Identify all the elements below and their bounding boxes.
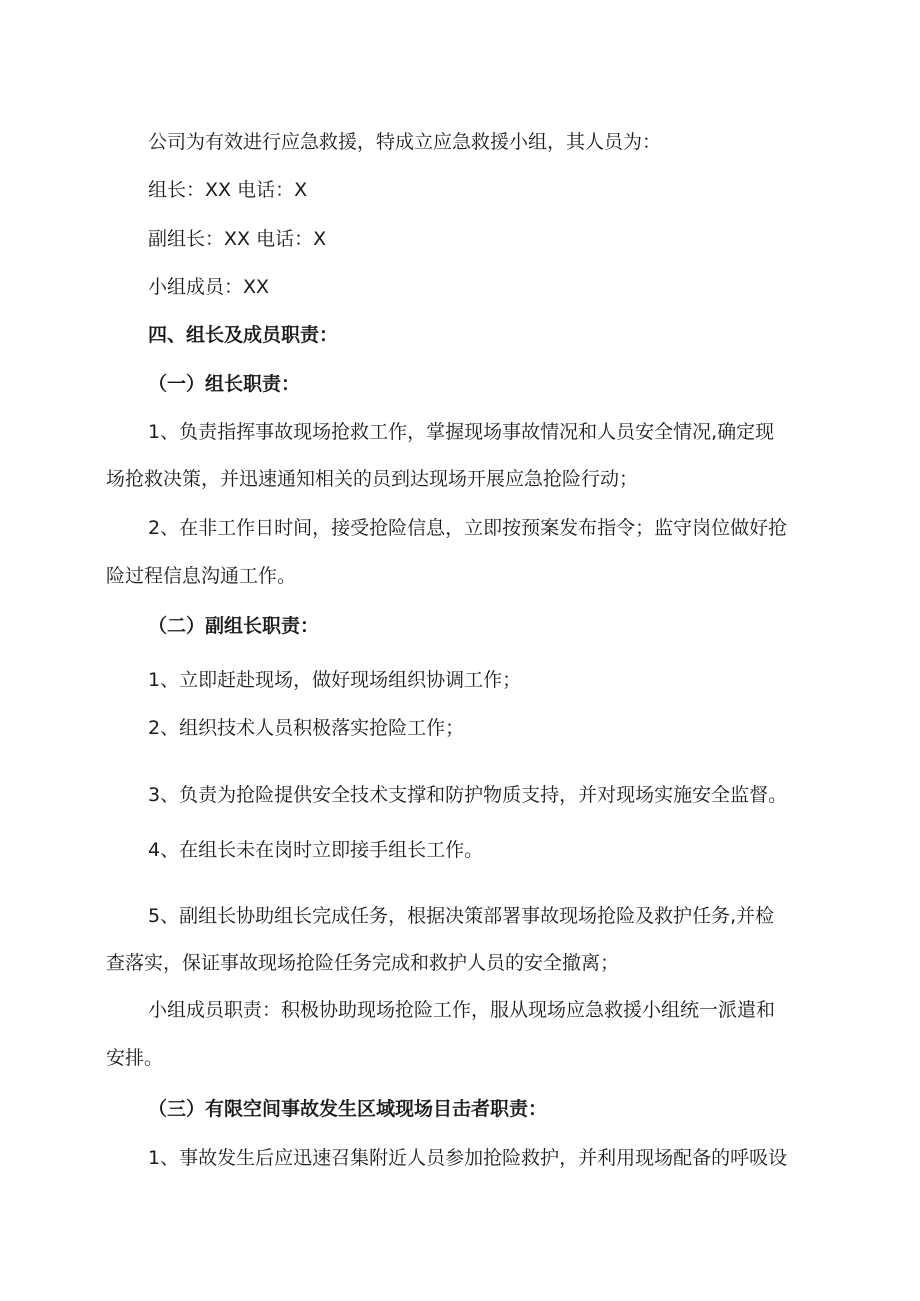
deputy-duty-4: 4、在组长未在岗时立即接手组长工作。 xyxy=(148,839,484,861)
leader-duty-2-line-2: 险过程信息沟通工作。 xyxy=(106,565,297,587)
witness-duties-heading: （三）有限空间事故发生区域现场目击者职责： xyxy=(148,1098,548,1120)
witness-duty-1-line-1: 1、事故发生后应迅速召集附近人员参加抢险救护，并利用现场配备的呼吸设 xyxy=(148,1147,788,1169)
deputy-duty-1: 1、立即赶赴现场，做好现场组织协调工作； xyxy=(148,669,522,691)
members-duty-line-1: 小组成员职责：积极协助现场抢险工作，服从现场应急救援小组统一派遣和 xyxy=(148,999,776,1021)
deputy-leader-line: 副组长：XX 电话：X xyxy=(148,228,327,250)
leader-line: 组长：XX 电话：X xyxy=(148,179,308,201)
leader-duties-heading: （一）组长职责： xyxy=(148,373,301,395)
deputy-duty-5-line-1: 5、副组长协助组长完成任务，根据决策部署事故现场抢险及救护任务,并检 xyxy=(148,905,775,927)
leader-duty-1-line-2: 场抢救决策，并迅速通知相关的员到达现场开展应急抢险行动； xyxy=(106,468,639,490)
leader-duty-1-line-1: 1、负责指挥事故现场抢救工作，掌握现场事故情况和人员安全情况,确定现 xyxy=(148,421,775,443)
deputy-duties-heading: （二）副组长职责： xyxy=(148,615,320,637)
leader-duty-2-line-1: 2、在非工作日时间，接受抢险信息，立即按预案发布指令；监守岗位做好抢 xyxy=(148,517,788,539)
deputy-duty-3: 3、负责为抢险提供安全技术支撑和防护物质支持，并对现场实施安全监督。 xyxy=(148,784,788,806)
deputy-duty-2: 2、组织技术人员积极落实抢险工作； xyxy=(148,717,465,739)
members-duty-line-2: 安排。 xyxy=(106,1047,164,1069)
members-line: 小组成员：XX xyxy=(148,276,270,298)
deputy-duty-5-line-2: 查落实，保证事故现场抢险任务完成和救护人员的安全撤离； xyxy=(106,952,620,974)
section-4-heading: 四、组长及成员职责： xyxy=(148,324,339,346)
intro-paragraph: 公司为有效进行应急救援，特成立应急救援小组，其人员为： xyxy=(148,131,662,153)
